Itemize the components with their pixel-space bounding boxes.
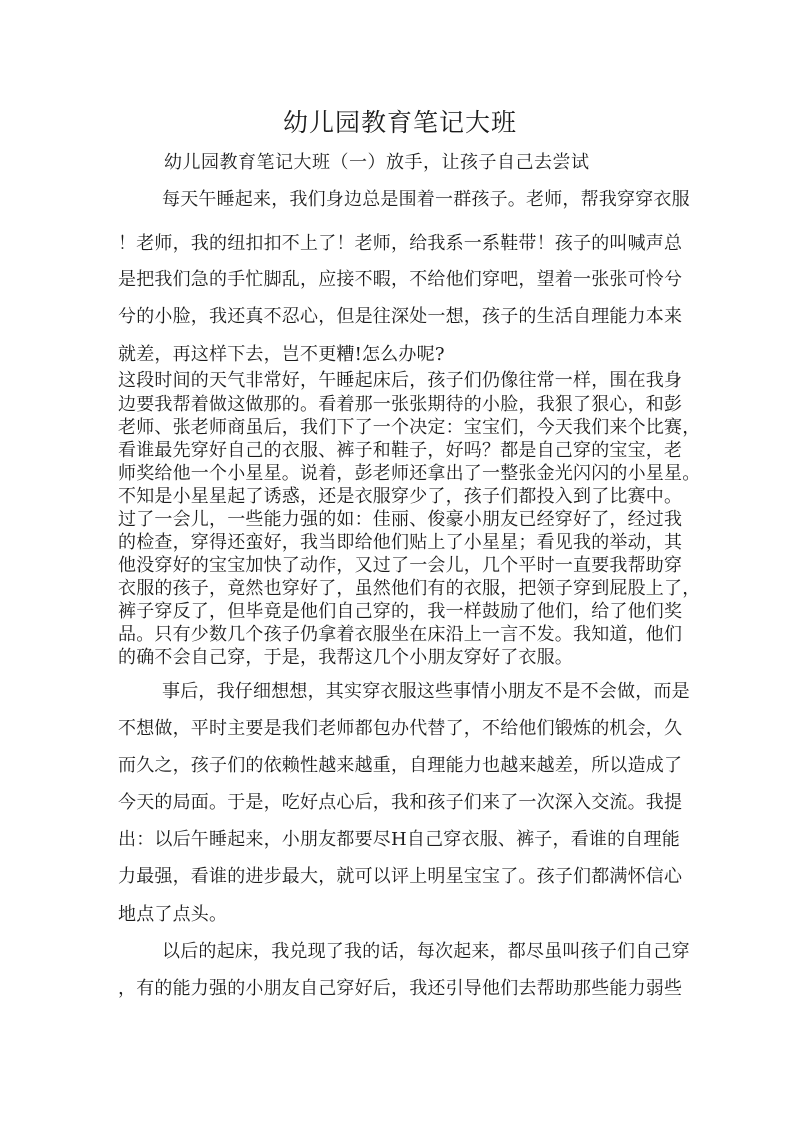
- paragraph-line: 师奖给他一个小星星。说着，彭老师还拿出了一整张金光闪闪的小星星。: [118, 463, 701, 484]
- paragraph-line: 今天的局面。于是，吃好点心后，我和孩子们来了一次深入交流。我提: [118, 792, 683, 813]
- paragraph-line: 老师、张老师商虽后，我们下了一个决定：宝宝们，今天我们来个比赛，: [118, 417, 701, 438]
- paragraph-line: 而久之，孩子们的依赖性越来越重，自理能力也越来越差，所以造成了: [118, 755, 683, 776]
- paragraph-line: 力最强，看谁的进步最大，就可以评上明星宝宝了。孩子们都满怀信心: [118, 866, 683, 887]
- paragraph-line: 的检查，穿得还蛮好，我当即给他们贴上了小星星；看见我的举动，其: [118, 532, 683, 553]
- paragraph-line: 看谁最先穿好自己的衣服、裤子和鞋子，好吗？都是自己穿的宝宝，老: [118, 440, 683, 461]
- document-subtitle: 幼儿园教育笔记大班（一）放手，让孩子自己去尝试: [164, 152, 590, 173]
- paragraph-line: 以后的起床，我兑现了我的话，每次起来，都尽虽叫孩子们自己穿: [162, 941, 690, 962]
- paragraph-line: 不想做，平时主要是我们老师都包办代替了，不给他们锻炼的机会，久: [118, 718, 683, 739]
- paragraph-line: 事后，我仔细想想，其实穿衣服这些事情小朋友不是不会做，而是: [162, 681, 690, 702]
- paragraph-line: 过了一会儿，一些能力强的如：佳丽、俊豪小朋友已经穿好了，经过我: [118, 509, 683, 530]
- paragraph-line: ，有的能力强的小朋友自己穿好后，我还引导他们去帮助那些能力弱些: [118, 978, 683, 999]
- paragraph-line: 就差，再这样下去，岂不更糟!怎么办呢?: [118, 344, 445, 365]
- paragraph-line: 他没穿好的宝宝加快了动作，又过了一会儿，几个平时一直要我帮助穿: [118, 555, 683, 576]
- paragraph-line: 的确不会自己穿，于是，我帮这几个小朋友穿好了衣服。: [118, 647, 573, 668]
- paragraph-line: 兮的小脸，我还真不忍心，但是往深处一想，孩子的生活自理能力本来: [118, 306, 683, 327]
- paragraph-line: 品。只有少数几个孩子仍拿着衣服坐在床沿上一言不发。我知道，他们: [118, 624, 683, 645]
- paragraph-line: 这段时间的天气非常好，午睡起床后，孩子们仍像往常一样，围在我身: [118, 370, 683, 391]
- paragraph-line: 出：以后午睡起来，小朋友都要尽H自己穿衣服、裤子，看谁的自理能: [118, 829, 680, 850]
- paragraph-line: 裤子穿反了，但毕竟是他们自己穿的，我一样鼓励了他们，给了他们奖: [118, 601, 683, 622]
- document-title: 幼儿园教育笔记大班: [282, 108, 517, 137]
- paragraph-line: 边要我帮着做这做那的。看着那一张张期待的小脸，我狠了狠心，和彭: [118, 394, 683, 415]
- paragraph-line: 是把我们急的手忙脚乱，应接不暇，不给他们穿吧，望着一张张可怜兮: [118, 269, 683, 290]
- paragraph-line: ！老师，我的纽扣扣不上了！老师，给我系一系鞋带！孩子的叫喊声总: [118, 233, 683, 254]
- paragraph-line: 不知是小星星起了诱惑，还是衣服穿少了，孩子们都投入到了比赛中。: [118, 486, 683, 507]
- paragraph-line: 每天午睡起来，我们身边总是围着一群孩子。老师，帮我穿穿衣服: [162, 189, 690, 210]
- paragraph-line: 衣服的孩子，竟然也穿好了，虽然他们有的衣服，把领子穿到屁股上了，: [118, 578, 701, 599]
- paragraph-line: 地点了点头。: [118, 904, 228, 925]
